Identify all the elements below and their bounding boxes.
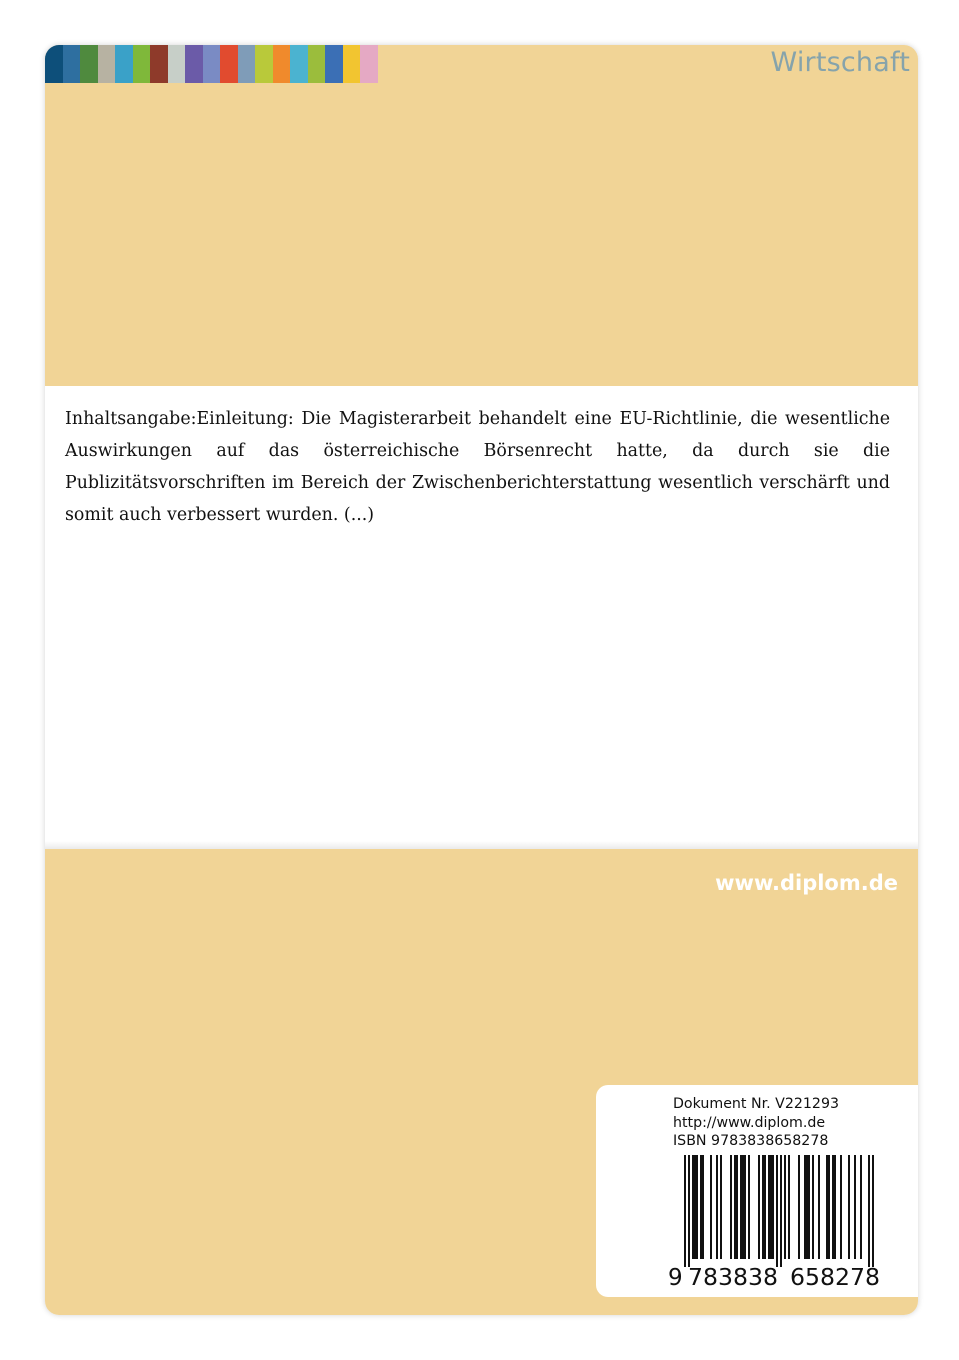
barcode-bar <box>784 1155 786 1259</box>
barcode-bar <box>868 1155 870 1267</box>
barcode-bar <box>776 1155 778 1267</box>
series-color-stripe <box>45 45 63 83</box>
barcode-bar <box>688 1155 690 1267</box>
barcode-bar <box>812 1155 814 1259</box>
series-color-stripe <box>273 45 291 83</box>
barcode-digits-left: 783838 <box>688 1265 778 1291</box>
series-color-stripe <box>360 45 378 83</box>
barcode-bar <box>854 1155 856 1259</box>
barcode-bar <box>734 1155 738 1259</box>
series-color-stripe <box>255 45 273 83</box>
barcode-bars <box>684 1155 874 1267</box>
series-color-stripe <box>308 45 326 83</box>
barcode-bar <box>740 1155 746 1259</box>
series-color-stripe <box>220 45 238 83</box>
publisher-website[interactable]: www.diplom.de <box>715 871 898 895</box>
barcode-bar <box>872 1155 874 1267</box>
barcode-box <box>596 1085 918 1297</box>
barcode-bar <box>788 1155 790 1259</box>
barcode-digit-prefix: 9 <box>668 1265 683 1291</box>
barcode-info <box>673 1095 839 1151</box>
barcode-bar <box>804 1155 810 1259</box>
book-back-cover <box>45 45 918 1315</box>
barcode-bar <box>860 1155 862 1259</box>
series-color-stripe <box>203 45 221 83</box>
series-color-stripe <box>133 45 151 83</box>
barcode-bar <box>716 1155 718 1259</box>
barcode-bar <box>768 1155 774 1259</box>
barcode-digits-right: 658278 <box>790 1265 880 1291</box>
barcode-bar <box>798 1155 800 1259</box>
series-color-stripes <box>45 45 378 83</box>
barcode-bar <box>848 1155 850 1259</box>
series-color-stripe <box>63 45 81 83</box>
book-blurb: Inhaltsangabe:Einleitung: Die Magisterarbeit behandelt eine EU-Richtlinie, die wesentliche Auswirkungen auf das österreichische Börsenrecht hatte, da durch sie die Publizitätsvorschriften im Bereich der Zwischenberichterstattung wesentlich verschärft und somit auch verbessert wurden. (...) <box>65 409 890 525</box>
barcode-bar <box>818 1155 820 1259</box>
document-number: Dokument Nr. V221293 <box>673 1096 840 1112</box>
barcode-bar <box>758 1155 760 1259</box>
barcode-bar <box>700 1155 704 1259</box>
series-color-stripe <box>115 45 133 83</box>
top-color-panel <box>45 45 918 386</box>
series-color-stripe <box>238 45 256 83</box>
barcode-bar <box>826 1155 830 1259</box>
series-color-stripe <box>150 45 168 83</box>
barcode-bar <box>748 1155 750 1259</box>
series-color-stripe <box>185 45 203 83</box>
barcode-bar <box>684 1155 686 1267</box>
series-color-stripe <box>343 45 361 83</box>
publisher-url: http://www.diplom.de <box>673 1114 826 1131</box>
isbn-line: ISBN 9783838658278 <box>673 1133 829 1149</box>
barcode-bar <box>840 1155 842 1259</box>
barcode-bar <box>832 1155 836 1259</box>
series-color-stripe <box>98 45 116 83</box>
series-color-stripe <box>80 45 98 83</box>
series-title: Wirtschaft <box>770 47 910 78</box>
series-color-stripe <box>325 45 343 83</box>
series-color-stripe <box>290 45 308 83</box>
barcode-bar <box>780 1155 782 1267</box>
barcode-bar <box>710 1155 712 1259</box>
barcode-bar <box>720 1155 722 1259</box>
series-color-stripe <box>168 45 186 83</box>
bottom-color-panel <box>45 849 918 1315</box>
ean-barcode <box>664 1155 900 1291</box>
barcode-bar <box>730 1155 732 1259</box>
barcode-bar <box>692 1155 698 1259</box>
barcode-bar <box>762 1155 766 1259</box>
